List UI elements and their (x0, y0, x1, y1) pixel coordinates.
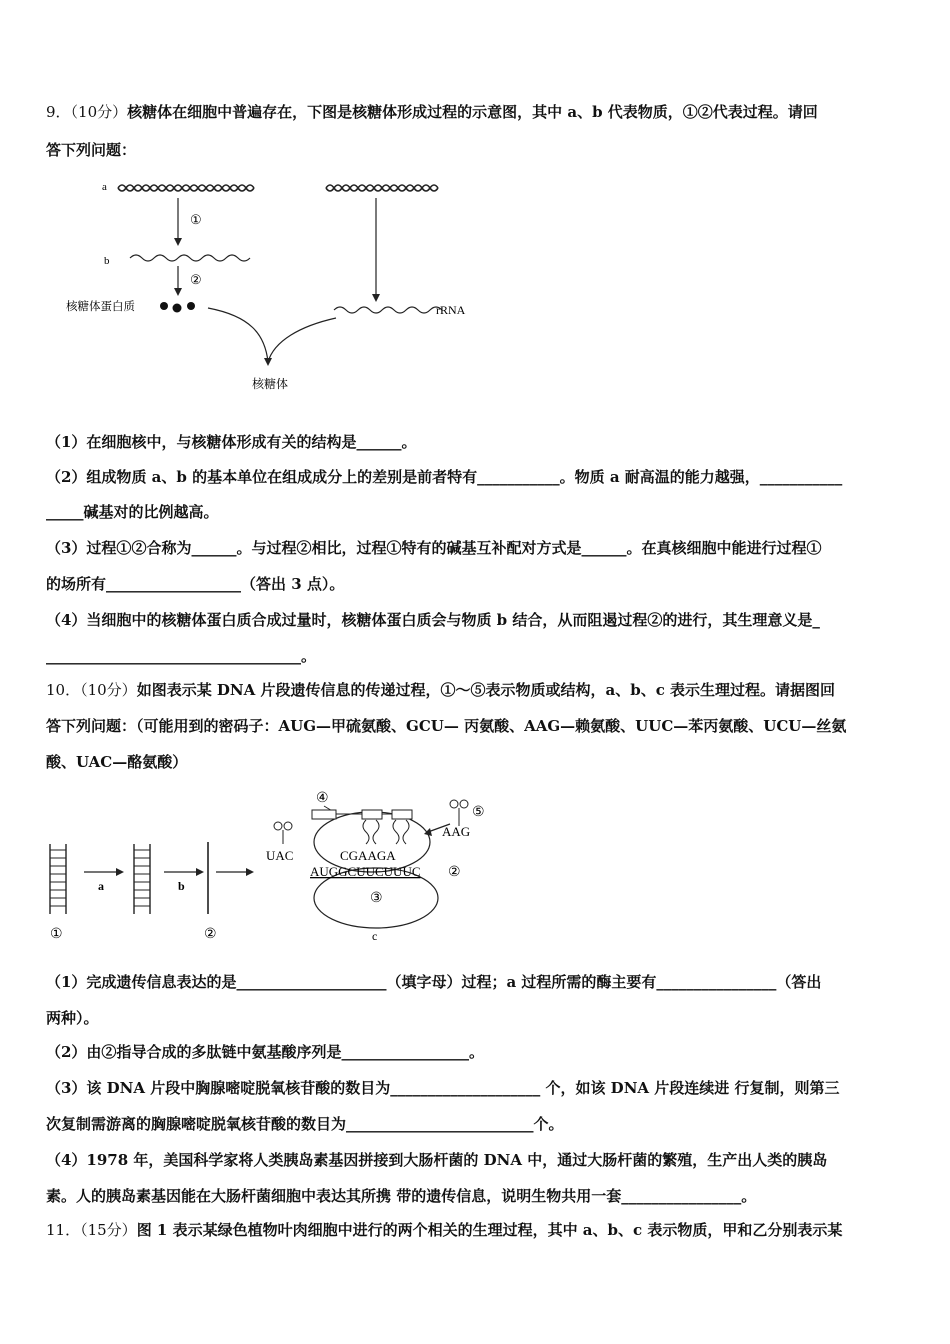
curve-rrna-to-ribosome (268, 318, 336, 362)
fig10-anticodon-mid: CGAAGA (340, 848, 396, 863)
q10-header-text: 如图表示某 DNA 片段遗传信息的传递过程，①～⑤表示物质或结构，a、b、c 表示生理过程。请据图回 (136, 681, 836, 699)
q9-sub3b: 的场所有__________________（答出 3 点）。 (46, 575, 345, 593)
amino-acid-box (392, 810, 412, 819)
fig10-label-1: ① (50, 927, 63, 942)
q10-sub1b: 两种）。 (46, 1009, 99, 1027)
q10-header-line2: 答下列问题：（可能用到的密码子：AUG—甲硫氨酸、GCU— 丙氨酸、AAG—赖氨酸、UUC—苯丙氨酸、UCU—丝氨 (46, 717, 847, 735)
fig10-arrow-a: a (98, 879, 104, 893)
q10-header (46, 680, 908, 700)
trna-leaving (274, 822, 292, 844)
q11-header (46, 1220, 908, 1240)
q9-sub3a: （3）过程①②合称为______。与过程②相比，过程①特有的碱基互补配对方式是______。在真核细胞中能进行过程① (46, 539, 822, 557)
fig10-arrow-b: b (178, 879, 185, 893)
ribosome-formation-figure (60, 176, 490, 398)
fig10-mrna-seq: AUGGCUUCUUUC (310, 864, 421, 879)
q10-sub2: （2）由②指导合成的多肽链中氨基酸序列是_________________。 (46, 1043, 484, 1061)
q10-header-line3: 酸、UAC—酪氨酸） (46, 753, 188, 771)
fig10-anticodon-right: AAG (442, 824, 471, 839)
q10-sub4a: （4）1978 年，美国科学家将人类胰岛素基因拼接到大肠杆菌的 DNA 中，通过大肠杆菌的繁殖，生产出人类的胰岛 (46, 1151, 828, 1169)
q10-sub3a: （3）该 DNA 片段中胸腺嘧啶脱氧核苷酸的数目为____________________ 个，如该 DNA 片段连续进 行复制，则第三 (46, 1079, 840, 1097)
q10-sub1a: （1）完成遗传信息表达的是____________________（填字母）过程；a 过程所需的酶主要有________________（答出 (46, 973, 822, 991)
q9-sub2b: _____碱基对的比例越高。 (46, 503, 219, 521)
q9-sub1: （1）在细胞核中，与核糖体形成有关的结构是______。 (46, 433, 417, 451)
q9-header (46, 102, 908, 122)
ribosome-large-subunit (314, 812, 430, 872)
q9-header-text: 核糖体在细胞中普遍存在，下图是核糖体形成过程的示意图，其中 a、b 代表物质，①②代表过程。请回 (127, 103, 818, 121)
amino-acid-box (312, 810, 336, 819)
protein-dot (173, 304, 182, 313)
gene-expression-figure (40, 786, 520, 946)
fig10-label-2: ② (204, 927, 217, 942)
fig9-ribosome-label: 核糖体 (252, 377, 289, 391)
q9-header-line2: 答下列问题： (46, 141, 137, 159)
fig10-anticodon-left: UAC (266, 848, 294, 863)
q11-number: 11．（15分） (46, 1221, 137, 1239)
fig10-label-5: ⑤ (472, 805, 485, 820)
fig10-label-c: c (372, 929, 378, 943)
fig9-protein-label: 核糖体蛋白质 (66, 301, 135, 313)
protein-dot (160, 302, 168, 310)
fig9-step1: ① (190, 212, 202, 227)
q10-sub3b: 次复制需游离的胸腺嘧啶脱氧核苷酸的数目为_________________________个。 (46, 1115, 564, 1133)
q9-number: 9．（10分） (46, 103, 128, 121)
q9-sub4b: __________________________________。 (46, 647, 317, 665)
fig10-label-4: ④ (316, 791, 329, 806)
trna-in-ribosome (363, 820, 409, 844)
protein-dot (187, 302, 195, 310)
trna-incoming (450, 800, 468, 826)
dna-ladder-2 (134, 844, 150, 914)
fig9-label-b: b (104, 255, 110, 267)
q10-number: 10．（10分） (46, 681, 137, 699)
q11-header-text: 图 1 表示某绿色植物叶肉细胞中进行的两个相关的生理过程，其中 a、b、c 表示物质，甲和乙分别表示某 (136, 1221, 843, 1239)
dna-helix-left (118, 185, 254, 191)
q9-sub4a: （4）当细胞中的核糖体蛋白质合成过量时，核糖体蛋白质会与物质 b 结合，从而阻遏过程②的进行，其生理意义是_ (46, 611, 820, 629)
fig10-label-2b: ② (448, 865, 461, 880)
fig10-label-3: ③ (370, 891, 383, 906)
curve-protein-to-ribosome (208, 308, 268, 362)
q10-sub4b: 素。人的胰岛素基因能在大肠杆菌细胞中表达其所携 带的遗传信息，说明生物共用一套________________。 (46, 1187, 757, 1205)
rrna-wave (334, 307, 442, 313)
fig9-label-a: a (102, 181, 107, 193)
mrna-b-wave (130, 255, 250, 261)
amino-acid-box (362, 810, 382, 819)
dna-ladder-1 (50, 844, 66, 914)
fig9-step2: ② (190, 272, 202, 287)
fig9-rrna-label: rRNA (436, 303, 466, 317)
q9-sub2a: （2）组成物质 a、b 的基本单位在组成成分上的差别是前者特有___________。物质 a 耐高温的能力越强，___________ (46, 468, 843, 486)
